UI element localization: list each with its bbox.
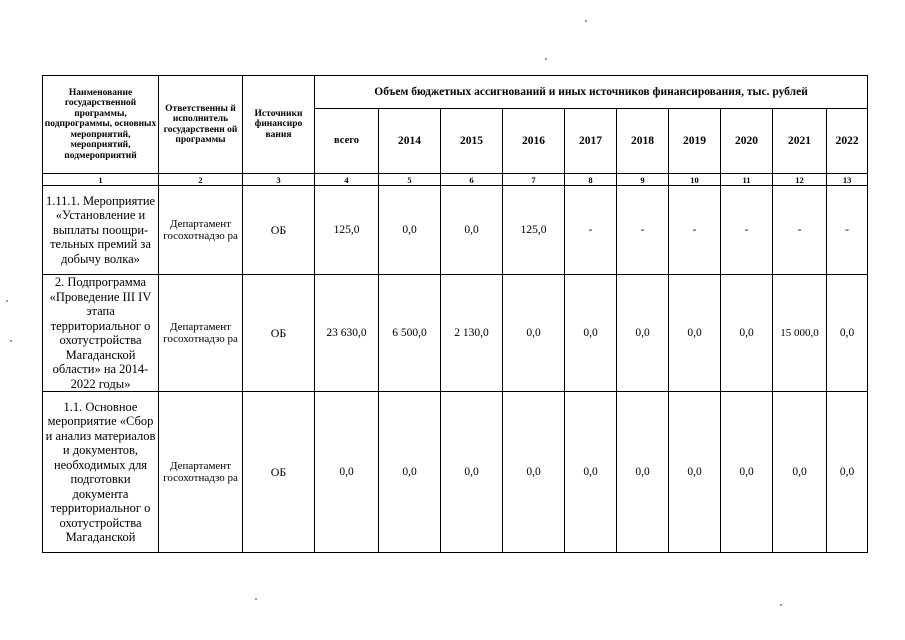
scan-speck [585,20,587,22]
row-value: 2 130,0 [441,275,503,392]
header-total: всего [315,109,379,174]
header-row-1 [43,76,868,109]
header-year: 2016 [503,109,565,174]
column-number: 1 [43,174,159,186]
header-source-col: Источники финансиро вания [243,76,315,174]
row-value-total: 125,0 [315,186,379,275]
column-number: 7 [503,174,565,186]
row-source: ОБ [243,275,315,392]
column-number: 12 [773,174,827,186]
row-executor: Департамент госохотнадзо ра [159,392,243,553]
budget-table [42,75,868,553]
row-name: 2. Подпрограмма «Проведение III IV этапа территориальног о охотустройства Магаданской области» на 2014-2022 годы» [43,275,159,392]
column-number: 5 [379,174,441,186]
row-value: 6 500,0 [379,275,441,392]
column-number-row [43,174,868,186]
table-row [43,275,868,392]
scan-speck [545,58,547,60]
row-source: ОБ [243,186,315,275]
row-executor: Департамент госохотнадзо ра [159,186,243,275]
header-year: 2015 [441,109,503,174]
row-value: - [617,186,669,275]
row-value-total: 0,0 [315,392,379,553]
row-value: 0,0 [669,392,721,553]
scan-speck [780,604,782,606]
row-value: 0,0 [721,392,773,553]
row-value: 15 000,0 [773,275,827,392]
column-number: 10 [669,174,721,186]
table-row [43,186,868,275]
row-value: - [565,186,617,275]
row-value: 0,0 [669,275,721,392]
row-source: ОБ [243,392,315,553]
column-number: 13 [827,174,868,186]
row-value: 0,0 [503,392,565,553]
row-value: 0,0 [379,392,441,553]
row-value: 0,0 [441,392,503,553]
column-number: 2 [159,174,243,186]
row-value: 0,0 [827,275,868,392]
scan-speck [10,340,12,342]
row-value: - [773,186,827,275]
row-value: 0,0 [721,275,773,392]
row-value: 0,0 [379,186,441,275]
header-year: 2021 [773,109,827,174]
row-value: - [669,186,721,275]
header-budget-group: Объем бюджетных ассигнований и иных источников финансирования, тыс. рублей [315,76,868,109]
row-value: 0,0 [565,392,617,553]
header-year: 2014 [379,109,441,174]
row-value: 0,0 [565,275,617,392]
row-value: 0,0 [827,392,868,553]
scan-speck [255,598,257,600]
header-name-col: Наименование государственной программы, подпрограммы, основных мероприятий, мероприятий, подмероприятий [43,76,159,174]
column-number: 4 [315,174,379,186]
row-value: 0,0 [441,186,503,275]
row-value: 0,0 [617,275,669,392]
row-name: 1.11.1. Мероприятие «Установление и выплаты поощри-тельных премий за добычу волка» [43,186,159,275]
row-value: 0,0 [773,392,827,553]
row-value: 125,0 [503,186,565,275]
header-executor-col: Ответственны й исполнитель государственн ой программы [159,76,243,174]
row-executor: Департамент госохотнадзо ра [159,275,243,392]
header-year: 2019 [669,109,721,174]
row-value-total: 23 630,0 [315,275,379,392]
scan-speck [6,300,8,302]
row-name: 1.1. Основное мероприятие «Сбор и анализ материалов и документов, необходимых для подготовки документа территориальног о охотустройства Магаданской [43,392,159,553]
header-year: 2020 [721,109,773,174]
row-value: - [827,186,868,275]
row-value: - [721,186,773,275]
column-number: 8 [565,174,617,186]
column-number: 3 [243,174,315,186]
column-number: 9 [617,174,669,186]
row-value: 0,0 [503,275,565,392]
table-row [43,392,868,553]
column-number: 6 [441,174,503,186]
column-number: 11 [721,174,773,186]
header-year: 2022 [827,109,868,174]
header-year: 2018 [617,109,669,174]
header-year: 2017 [565,109,617,174]
row-value: 0,0 [617,392,669,553]
